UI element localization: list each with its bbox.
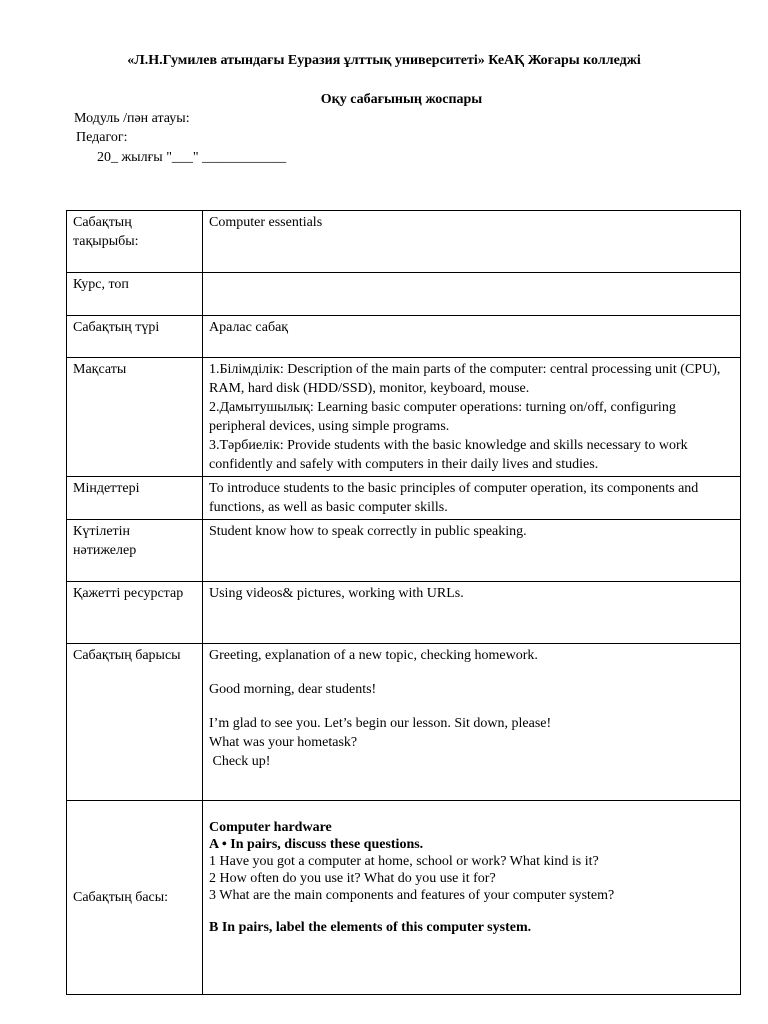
hometask-question: What was your hometask? (209, 735, 358, 750)
section-heading: Computer hardware (209, 820, 332, 835)
teacher-label: Педагог: (76, 130, 128, 145)
aim-item: 3.Тәрбиелік: Provide students with the basic knowledge and skills necessary to work confidently and safely with computers in their daily lives and studies. (209, 438, 688, 472)
resources-label: Қажетті ресурстар (67, 582, 203, 644)
resources-value: Using videos& pictures, working with URLs. (203, 582, 741, 644)
tasks-label: Міндеттері (67, 477, 203, 520)
lesson-start-value (203, 801, 741, 995)
tasks-value: To introduce students to the basic principles of computer operation, its components and functions, as well as basic computer skills. (203, 477, 741, 520)
aims-label: Мақсаты (67, 358, 203, 477)
aim-item: 1.Білімділік: Description of the main parts of the computer: central processing unit (CPU), RAM, hard disk (HDD/SSD), monitor, keyboard, mouse. (209, 362, 721, 396)
section-b-heading: B In pairs, label the elements of this computer system. (209, 920, 532, 935)
course-label: Курс, топ (67, 273, 203, 316)
aims-value (203, 358, 741, 477)
table-row-course (67, 273, 741, 316)
question-item: 2 How often do you use it? What do you use it for? (209, 871, 496, 886)
section-a-heading: A • In pairs, discuss these questions. (209, 837, 424, 852)
plan-title: Оқу сабағының жоспары (320, 92, 483, 107)
topic-label: Сабақтың тақырыбы: (67, 211, 203, 273)
table-row-outcomes (67, 520, 741, 582)
table-row-lesson-start (67, 801, 741, 995)
welcome-text: I’m glad to see you. Let’s begin our lesson. Sit down, please! (209, 716, 552, 731)
date-line: 20_ жылғы "___" ____________ (97, 150, 287, 165)
institution-title: «Л.Н.Гумилев атындағы Еуразия ұлттық университеті» КеАҚ Жоғары колледжі (127, 53, 641, 68)
outcomes-value: Student know how to speak correctly in public speaking. (203, 520, 741, 582)
table-row-aims (67, 358, 741, 477)
module-label: Модуль /пән атауы: (74, 111, 190, 126)
progress-intro: Greeting, explanation of a new topic, checking homework. (209, 648, 538, 663)
table-row-progress (67, 644, 741, 801)
table-row-lesson-type (67, 316, 741, 358)
course-value (203, 273, 741, 316)
outcomes-label: Күтілетін нәтижелер (67, 520, 203, 582)
question-item: 1 Have you got a computer at home, school or work? What kind is it? (209, 854, 599, 869)
lesson-start-label: Сабақтың басы: (67, 801, 203, 995)
greeting-text: Good morning, dear students! (209, 682, 377, 697)
lesson-plan-table (66, 210, 741, 995)
progress-label: Сабақтың барысы (67, 644, 203, 801)
topic-value: Computer essentials (203, 211, 741, 273)
lesson-type-label: Сабақтың түрі (67, 316, 203, 358)
aim-item: 2.Дамытушылық: Learning basic computer operations: turning on/off, configuring peripheral devices, using simple programs. (209, 400, 676, 434)
check-up-text: Check up! (209, 754, 271, 769)
question-item: 3 What are the main components and features of your computer system? (209, 888, 615, 903)
table-row-topic (67, 211, 741, 273)
progress-value (203, 644, 741, 801)
table-row-resources (67, 582, 741, 644)
table-row-tasks (67, 477, 741, 520)
lesson-type-value: Аралас сабақ (203, 316, 741, 358)
